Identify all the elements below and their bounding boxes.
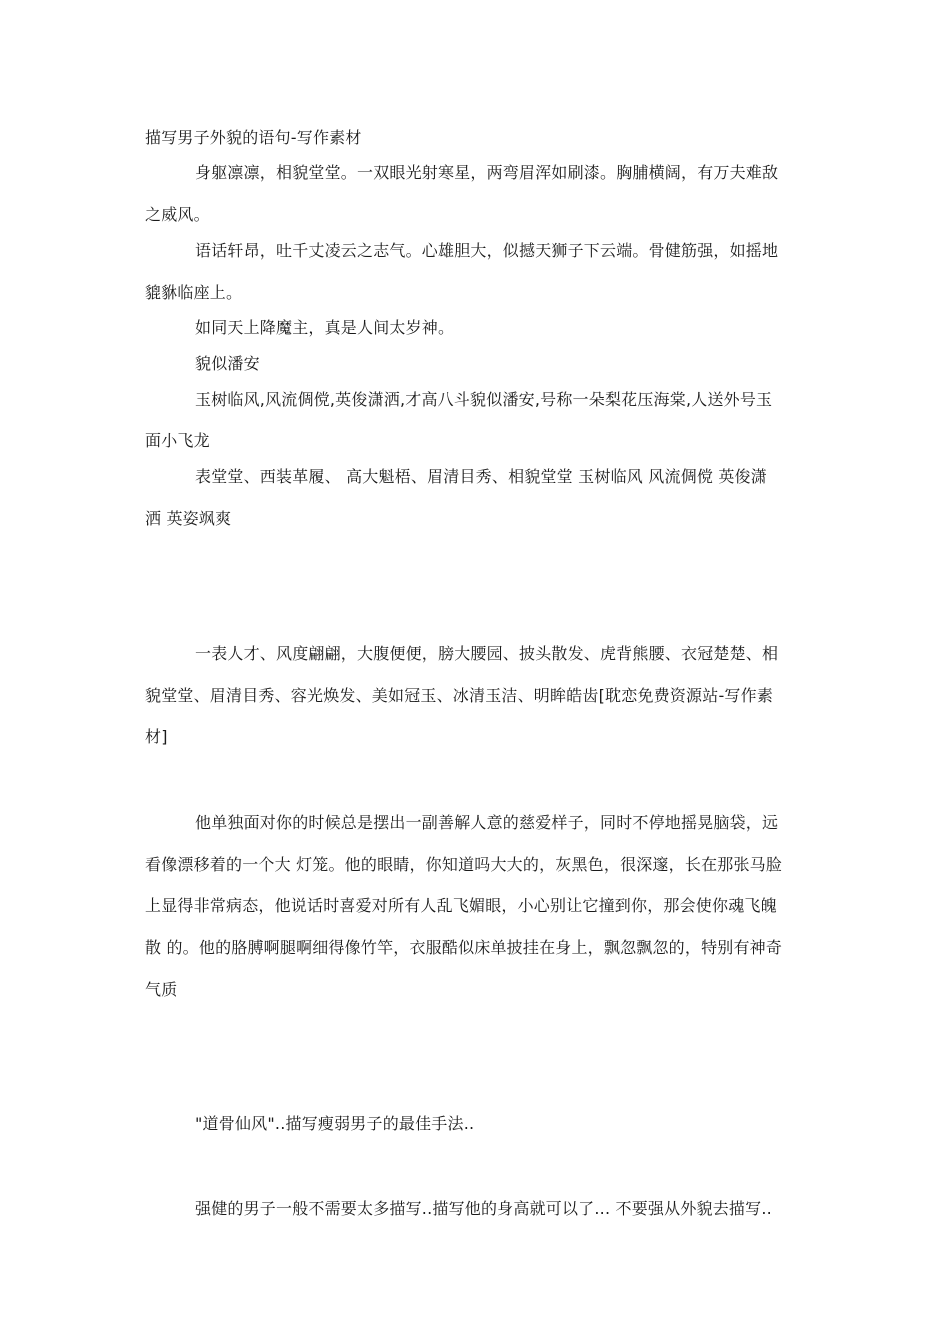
paragraph-line: 材] xyxy=(145,727,168,746)
paragraph-line: 散 的。他的胳膊啊腿啊细得像竹竿，衣服酷似床单披挂在身上，飘忽飘忽的，特别有神奇 xyxy=(145,938,783,957)
paragraph-line: 他单独面对你的时候总是摆出一副善解人意的慈爱样子，同时不停地摇晃脑袋，远 xyxy=(195,813,779,832)
paragraph-line: 强健的男子一般不需要太多描写..描写他的身高就可以了... 不要强从外貌去描写.. xyxy=(195,1199,772,1218)
document-title: 描写男子外貌的语句-写作素材 xyxy=(145,128,362,147)
paragraph-line: 之威风。 xyxy=(145,205,210,224)
paragraph-line: 语话轩昂，吐千丈凌云之志气。心雄胆大，似撼天狮子下云端。骨健筋强，如摇地 xyxy=(195,241,779,260)
paragraph-line: "道骨仙风"..描写瘦弱男子的最佳手法.. xyxy=(195,1114,475,1133)
paragraph-line: 玉树临风,风流倜傥,英俊潇洒,才高八斗貌似潘安,号称一朵梨花压海棠,人送外号玉 xyxy=(195,390,773,409)
paragraph-line: 貌似潘安 xyxy=(195,354,260,373)
paragraph-line: 表堂堂、西装革履、 高大魁梧、眉清目秀、相貌堂堂 玉树临风 风流倜傥 英俊潇 xyxy=(195,467,767,486)
paragraph-line: 洒 英姿飒爽 xyxy=(145,509,232,528)
paragraph-line: 面小飞龙 xyxy=(145,431,210,450)
paragraph-line: 如同天上降魔主，真是人间太岁神。 xyxy=(195,318,455,337)
paragraph-line: 上显得非常病态，他说话时喜爱对所有人乱飞媚眼，小心别让它撞到你，那会使你魂飞魄 xyxy=(145,896,777,915)
paragraph-line: 貌堂堂、眉清目秀、容光焕发、美如冠玉、冰清玉洁、明眸皓齿[耽恋免费资源站-写作素 xyxy=(145,686,774,705)
paragraph-line: 看像漂移着的一个大 灯笼。他的眼睛，你知道吗大大的，灰黑色，很深邃，长在那张马脸 xyxy=(145,855,783,874)
paragraph-line: 身躯凛凛，相貌堂堂。一双眼光射寒星，两弯眉浑如刷漆。胸脯横阔，有万夫难敌 xyxy=(195,163,779,182)
paragraph-line: 一表人才、风度翩翩，大腹便便，膀大腰园、披头散发、虎背熊腰、衣冠楚楚、相 xyxy=(195,644,779,663)
paragraph-line: 气质 xyxy=(145,980,178,999)
paragraph-line: 貔貅临座上。 xyxy=(145,283,243,302)
